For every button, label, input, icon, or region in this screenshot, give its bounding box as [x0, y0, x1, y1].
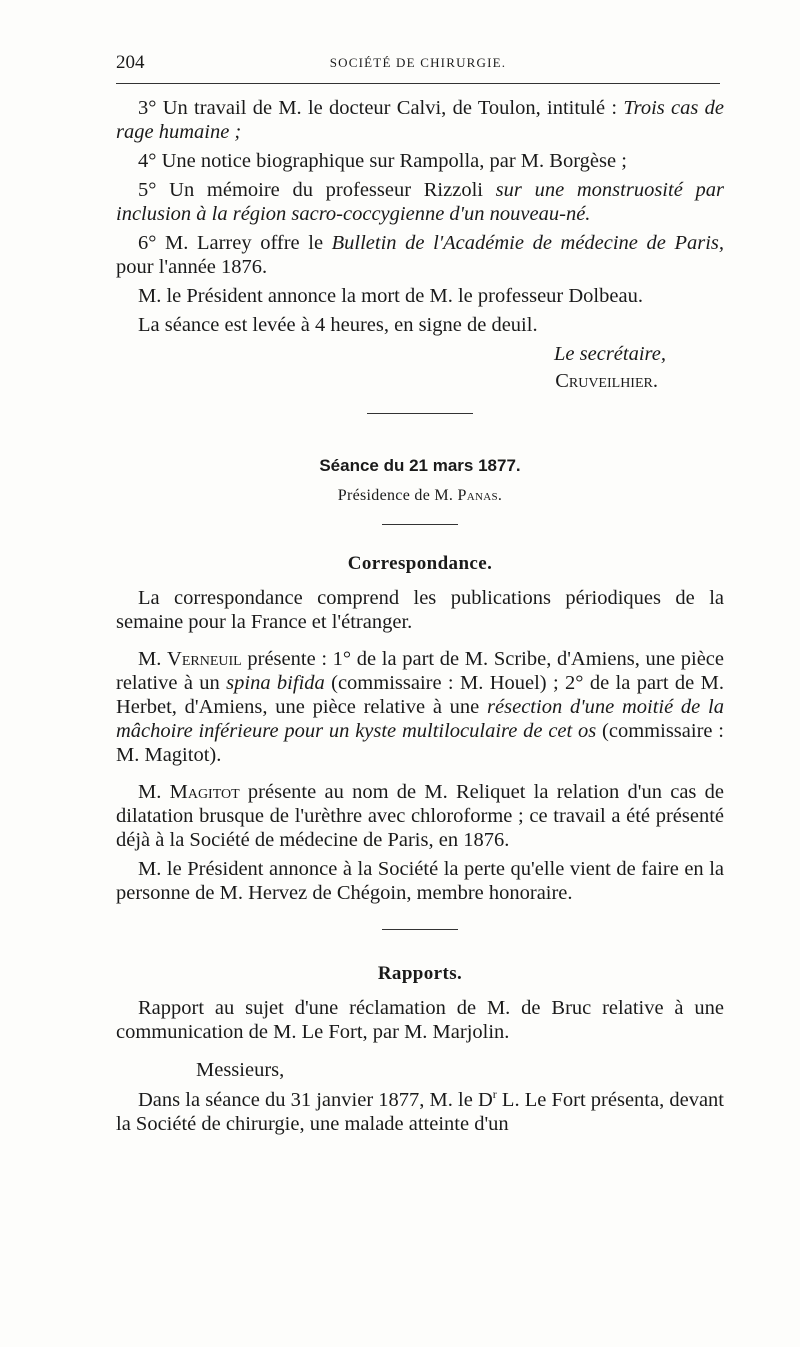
rapports-paragraph-2: Dans la séance du 31 janvier 1877, M. le $D^r$ L. Le Fort présenta, devant la Société de chirurgie, une malade atteinte d'un	[116, 1087, 724, 1135]
session-presidence: Présidence de M. Panas.	[337, 487, 503, 504]
page-header	[116, 52, 720, 76]
item-3: 3° Un travail de M. le docteur Calvi, de Toulon, intitulé : Trois cas de rage humaine ;	[116, 97, 724, 143]
salutation: Messieurs,	[196, 1059, 285, 1081]
running-head: SOCIÉTÉ DE CHIRURGIE.	[329, 55, 507, 70]
rapports-heading: Rapports.	[377, 963, 463, 984]
section-divider	[367, 413, 473, 414]
signature-role: Le secrétaire,	[554, 343, 666, 365]
page-body	[116, 96, 724, 1141]
signature-name: Cruveilhier.	[555, 370, 658, 392]
correspondance-paragraph-4: M. le Président annonce à la Société la perte qu'elle vient de faire en la personne de M. Hervez de Chégoin, membre honoraire.	[116, 858, 724, 904]
session-divider	[382, 524, 458, 525]
header-rule	[116, 83, 720, 84]
item-6: 6° M. Larrey offre le Bulletin de l'Académie de médecine de Paris, pour l'année 1876.	[116, 232, 724, 278]
correspondance-paragraph-3: M. Magitot présente au nom de M. Reliquet la relation d'un cas de dilatation brusque de l'urèthre avec chloroforme ; ce travail a été présenté déjà à la Société de médecine de Paris, en 1876.	[116, 781, 725, 851]
death-announcement: M. le Président annonce la mort de M. le professeur Dolbeau.	[138, 285, 643, 307]
correspondance-paragraph-2: M. Verneuil présente : 1° de la part de M. Scribe, d'Amiens, une pièce relative à un spina bifida (commissaire : M. Houel) ; 2° de la part de M. Herbet, d'Amiens, une pièce relative à une résection d'une moitié de la mâchoire inférieure pour un kyste multiloculaire de cet os (commissaire : M. Magitot).	[116, 648, 724, 766]
session-closing: La séance est levée à 4 heures, en signe de deuil.	[138, 314, 538, 336]
session-heading	[116, 454, 724, 508]
session-title: Séance du 21 mars 1877.	[319, 456, 521, 475]
correspondance-paragraph-1: La correspondance comprend les publications périodiques de la semaine pour la France et l'étranger.	[116, 587, 724, 633]
item-4: 4° Une notice biographique sur Rampolla, par M. Borgèse ;	[138, 150, 627, 172]
page-number: 204	[116, 52, 145, 73]
correspondance-heading: Correspondance.	[347, 553, 493, 574]
rapports-divider	[382, 929, 458, 930]
item-5: 5° Un mémoire du professeur Rizzoli sur une monstruosité par inclusion à la région sacro-coccygienne d'un nouveau-né.	[116, 179, 724, 225]
rapports-paragraph-1: Rapport au sujet d'une réclamation de M. de Bruc relative à une communication de M. Le Fort, par M. Marjolin.	[116, 997, 724, 1043]
